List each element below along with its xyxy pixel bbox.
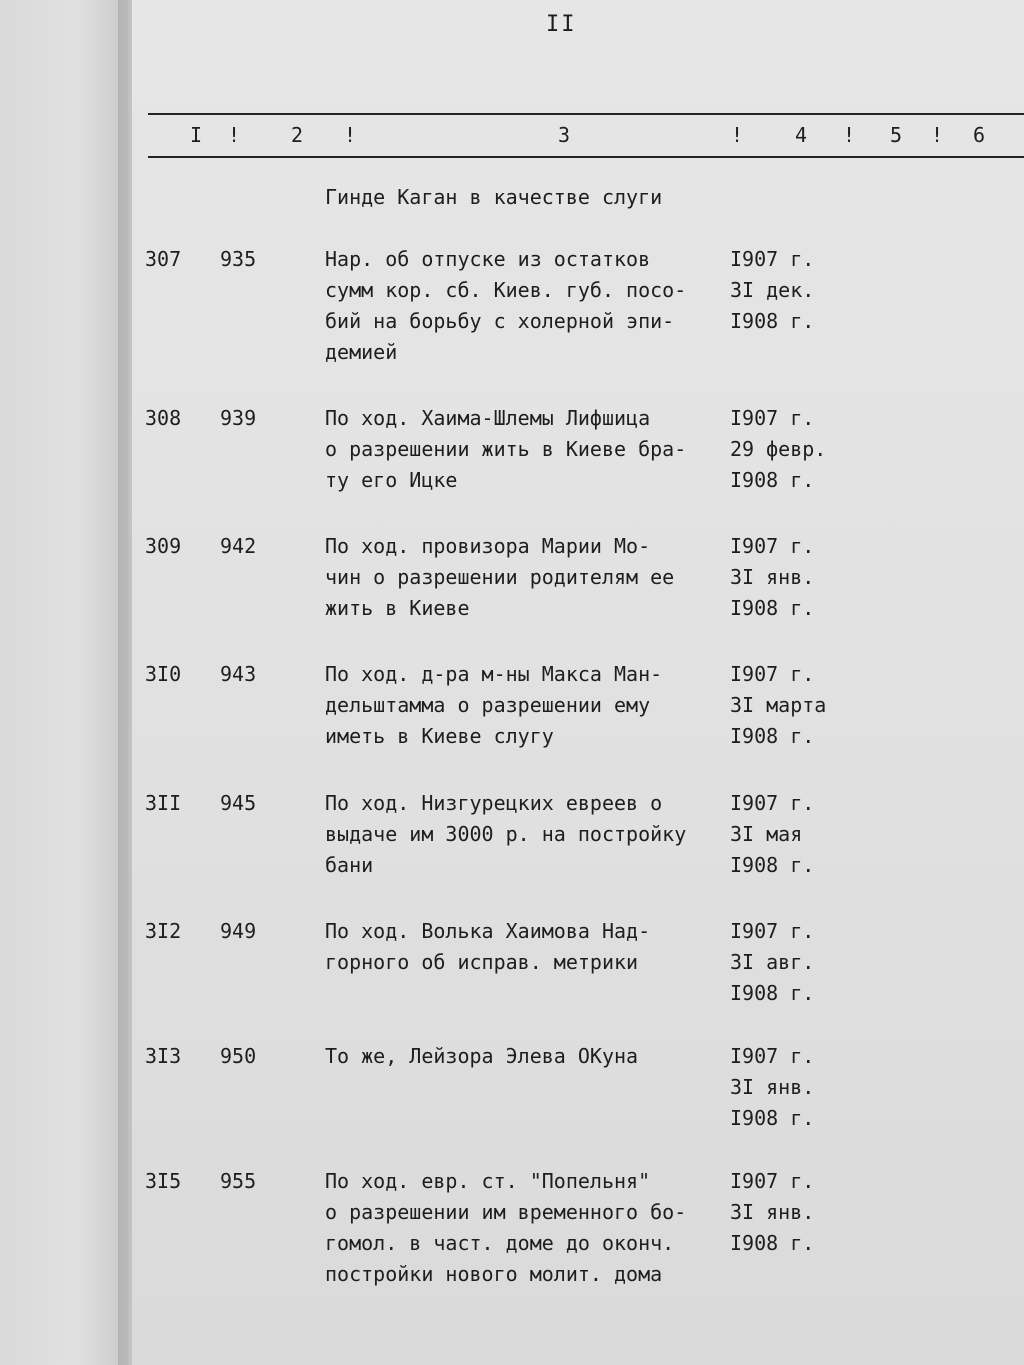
date-line: I907 г. (730, 406, 815, 430)
description-line: горного об исправ. метрики (325, 950, 639, 974)
description-line: По ход. д-ра м-ны Макса Ман- (325, 662, 663, 686)
column-header-1: I (190, 123, 203, 147)
description-line: бий на борьбу с холерной эпи- (325, 309, 675, 333)
entry-number: 307 (145, 247, 182, 271)
column-separator: ! (931, 123, 944, 147)
column-header-6: 6 (973, 123, 986, 147)
description-line: ту его Ицке (325, 468, 458, 492)
date-range (730, 916, 860, 1009)
column-header-5: 5 (890, 123, 903, 147)
file-number: 942 (220, 534, 257, 558)
description-line: постройки нового молит. дома (325, 1262, 663, 1286)
date-line: 3I янв. (730, 1075, 815, 1099)
date-line: 3I мая (730, 822, 803, 846)
date-line: I907 г. (730, 919, 815, 943)
column-separator: ! (731, 123, 744, 147)
column-header-3: 3 (558, 123, 571, 147)
file-number: 955 (220, 1169, 257, 1193)
description-line: жить в Киеве (325, 596, 470, 620)
entry-number: 3II (145, 791, 182, 815)
column-header-4: 4 (795, 123, 808, 147)
date-range (730, 1041, 860, 1134)
description (325, 244, 725, 368)
date-line: I908 г. (730, 309, 815, 333)
description-line: Гинде Каган в качестве слуги (325, 185, 663, 209)
date-line: I908 г. (730, 596, 815, 620)
description-line: бани (325, 853, 374, 877)
description-line: Нар. об отпуске из остатков (325, 247, 651, 271)
file-number: 949 (220, 919, 257, 943)
description-line: То же, Лейзора Элева ОКуна (325, 1044, 639, 1068)
date-line: I908 г. (730, 981, 815, 1005)
description (325, 788, 725, 881)
entry-number: 3I2 (145, 919, 182, 943)
description-line: о разрешении им временного бо- (325, 1200, 687, 1224)
facing-page-edge (0, 0, 128, 1365)
description-line: демией (325, 340, 398, 364)
date-line: 29 февр. (730, 437, 827, 461)
date-range (730, 659, 860, 752)
date-line: I907 г. (730, 662, 815, 686)
date-line: I907 г. (730, 534, 815, 558)
date-range (730, 788, 860, 881)
description-line: По ход. Хаима-Шлемы Лифшица (325, 406, 651, 430)
date-line: 3I янв. (730, 565, 815, 589)
description (325, 182, 725, 213)
description (325, 403, 725, 496)
date-line: 3I авг. (730, 950, 815, 974)
description-line: По ход. Низгурецких евреев о (325, 791, 663, 815)
description-line: сумм кор. сб. Киев. губ. посо- (325, 278, 687, 302)
date-line: 3I дек. (730, 278, 815, 302)
column-separator: ! (228, 123, 241, 147)
description (325, 659, 725, 752)
entry-number: 3I3 (145, 1044, 182, 1068)
description-line: гомол. в част. доме до оконч. (325, 1231, 675, 1255)
date-line: I908 г. (730, 853, 815, 877)
file-number: 943 (220, 662, 257, 686)
page-number: II (546, 12, 577, 37)
description-line: выдаче им 3000 р. на постройку (325, 822, 687, 846)
date-range (730, 1166, 860, 1259)
file-number: 945 (220, 791, 257, 815)
date-line: I907 г. (730, 791, 815, 815)
description (325, 916, 725, 978)
description-line: иметь в Киеве слугу (325, 724, 554, 748)
file-number: 939 (220, 406, 257, 430)
date-range (730, 244, 860, 337)
column-separator: ! (344, 123, 357, 147)
entry-number: 308 (145, 406, 182, 430)
description (325, 531, 725, 624)
file-number: 935 (220, 247, 257, 271)
date-line: I907 г. (730, 247, 815, 271)
description-line: о разрешении жить в Киеве бра- (325, 437, 687, 461)
description-line: чин о разрешении родителям ее (325, 565, 675, 589)
header-top-rule (148, 113, 1024, 115)
column-header-2: 2 (291, 123, 304, 147)
header-bottom-rule (148, 156, 1024, 158)
date-line: I908 г. (730, 1231, 815, 1255)
description (325, 1166, 725, 1290)
description-line: По ход. евр. ст. "Попельня" (325, 1169, 651, 1193)
entry-number: 309 (145, 534, 182, 558)
date-line: I908 г. (730, 468, 815, 492)
description (325, 1041, 725, 1072)
entry-number: 3I5 (145, 1169, 182, 1193)
date-line: I907 г. (730, 1044, 815, 1068)
date-range (730, 531, 860, 624)
date-line: I908 г. (730, 724, 815, 748)
date-line: I907 г. (730, 1169, 815, 1193)
date-line: 3I янв. (730, 1200, 815, 1224)
file-number: 950 (220, 1044, 257, 1068)
column-separator: ! (843, 123, 856, 147)
date-line: I908 г. (730, 1106, 815, 1130)
description-line: дельштамма о разрешении ему (325, 693, 651, 717)
description-line: По ход. Волька Хаимова Над- (325, 919, 651, 943)
description-line: По ход. провизора Марии Мо- (325, 534, 651, 558)
entry-number: 3I0 (145, 662, 182, 686)
date-range (730, 403, 860, 496)
date-line: 3I марта (730, 693, 827, 717)
